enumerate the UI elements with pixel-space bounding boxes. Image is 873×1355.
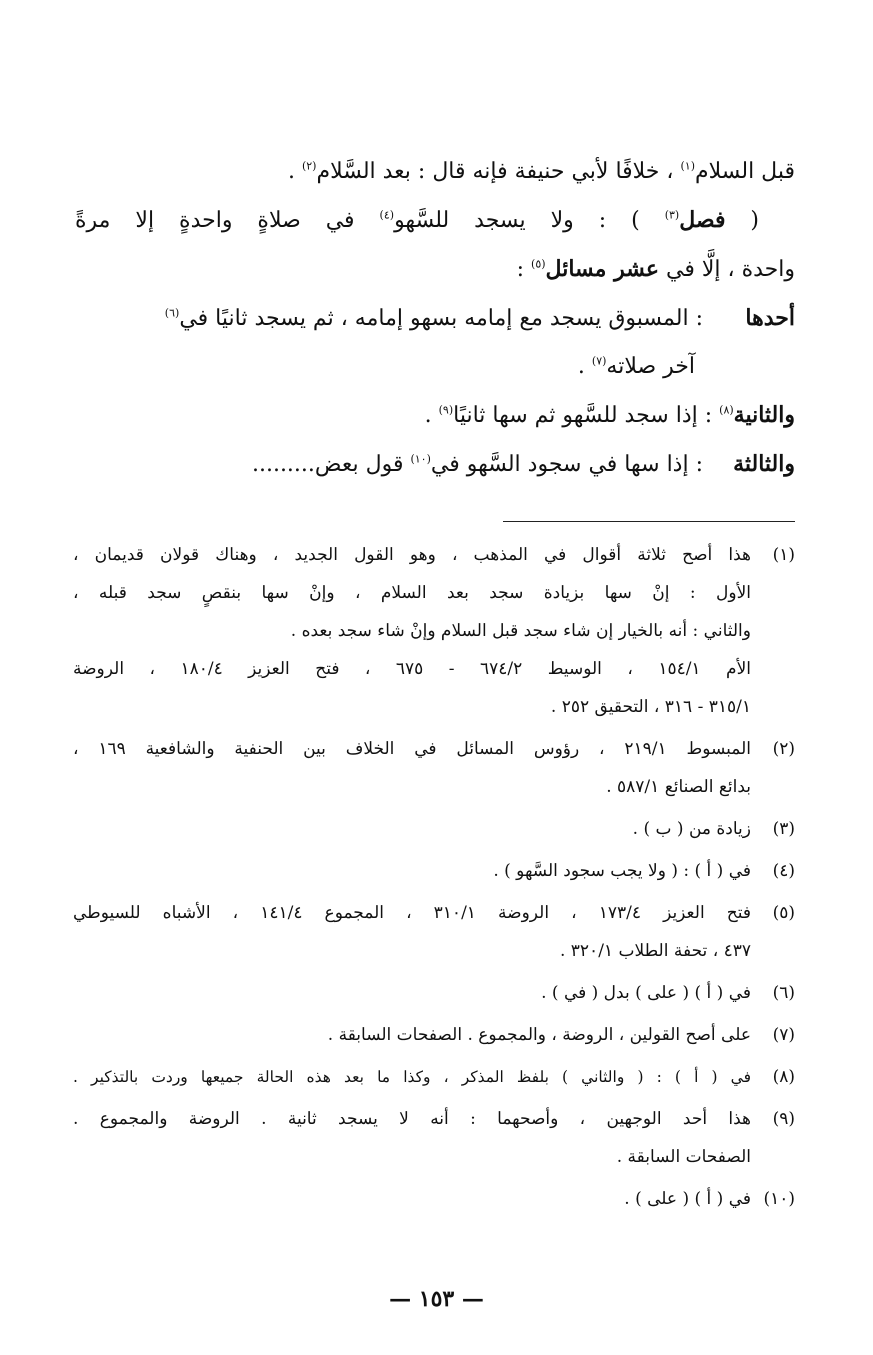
text-segment: . — [577, 354, 592, 379]
footnote-ref[interactable]: (٩) — [438, 403, 454, 417]
text-segment: قبل السلام — [695, 159, 795, 184]
footnote-body — [73, 1180, 751, 1218]
footnote-line: الأول : إنْ سها بزيادة سجد بعد السلام ، وإنْ سها بنقصٍ سجد قبله ، — [73, 583, 751, 603]
footnote — [73, 852, 795, 890]
text-segment: : — [516, 257, 532, 282]
footnote-body — [73, 730, 751, 806]
footnote-line: فتح العزيز ١٧٣/٤ ، الروضة ٣١٠/١ ، المجموع ١٤١/٤ ، الأشباه للسيوطي — [73, 903, 751, 923]
footnote-separator — [503, 521, 795, 522]
footnote-body — [73, 1100, 751, 1176]
footnote-number: (٥) — [772, 903, 795, 923]
footnote-body — [73, 852, 751, 890]
footnote-line: والثاني : أنه بالخيار إن شاء سجد قبل السلام وإنْ شاء سجد بعده . — [290, 621, 751, 641]
page-number: — ١٥٣ — — [389, 1286, 484, 1312]
footnote — [73, 1016, 795, 1054]
footnote-line: المبسوط ٢١٩/١ ، رؤوس المسائل في الخلاف بين الحنفية والشافعية ١٦٩ ، — [73, 739, 752, 759]
footnote-number: (٢) — [772, 739, 795, 759]
text-segment: . — [287, 159, 302, 184]
footnote-body — [73, 894, 751, 970]
text-segment: : إذا سجد للسَّهو ثم سها ثانيًا — [453, 403, 720, 428]
text-segment: ) : ولا يسجد للسَّهو — [394, 208, 665, 233]
footnote — [73, 1100, 795, 1176]
text-segment: ، خلافًا لأبي حنيفة فإنه قال : بعد السَّلام — [316, 159, 681, 184]
text-line-1 — [75, 148, 795, 196]
text-segment: : المسبوق يسجد مع إمامه بسهو إمامه ، ثم يسجد ثانيًا في — [179, 306, 703, 331]
footnote-line: ٤٣٧ ، تحفة الطلاب ٣٢٠/١ . — [559, 941, 751, 961]
footnote — [73, 974, 795, 1012]
text-line-5 — [75, 343, 795, 391]
footnote-number: (٩) — [772, 1109, 795, 1129]
footnote-line: الأم ١٥٤/١ ، الوسيط ٦٧٤/٢ - ٦٧٥ ، فتح العزيز ١٨٠/٤ ، الروضة — [73, 659, 751, 679]
footnote-line: بدائع الصنائع ٥٨٧/١ . — [606, 777, 751, 797]
main-text — [75, 148, 795, 489]
footnote-body — [73, 536, 751, 726]
footnote-ref[interactable]: (٦) — [164, 306, 180, 320]
footnote-body — [73, 1058, 751, 1096]
footnote — [73, 730, 795, 806]
item-label: والثالثة — [733, 451, 795, 477]
section-heading: فصل — [679, 207, 726, 233]
footnote-line: هذا أصح ثلاثة أقوال في المذهب ، وهو القول الجديد ، وهناك قولان قديمان ، — [73, 545, 751, 565]
footnotes — [73, 536, 795, 1222]
text-segment: : إذا سها في سجود السَّهو في — [430, 452, 703, 477]
footnote-number: (١٠) — [763, 1189, 795, 1209]
item-label: أحدها — [745, 305, 795, 331]
footnote — [73, 536, 795, 726]
footnote-line: زيادة من ( ب ) . — [632, 819, 751, 839]
footnote-number: (٤) — [772, 861, 795, 881]
footnote — [73, 894, 795, 970]
footnote-line: في ( أ ) ( على ) . — [624, 1189, 751, 1209]
text-segment: . — [424, 403, 439, 428]
footnote-ref[interactable]: (٨) — [719, 403, 734, 417]
text-segment: آخر صلاته — [606, 354, 695, 379]
footnote-ref[interactable]: (١) — [680, 159, 695, 173]
text-line-7 — [75, 440, 795, 489]
footnote-ref[interactable]: (٣) — [664, 208, 680, 222]
text-segment: واحدة ، إلَّا في — [659, 257, 795, 282]
footnote — [73, 810, 795, 848]
footnote-number: (٣) — [772, 819, 795, 839]
footnote-ref[interactable]: (٢) — [301, 159, 317, 173]
item-label: والثانية — [733, 402, 795, 428]
text-line-6 — [75, 391, 795, 440]
footnote — [73, 1180, 795, 1218]
footnote-line: في ( أ ) ( على ) بدل ( في ) . — [541, 983, 751, 1003]
footnote-line: على أصح القولين ، الروضة ، والمجموع . الصفحات السابقة . — [327, 1025, 751, 1045]
footnote-body — [73, 974, 751, 1012]
footnote-body — [73, 1016, 751, 1054]
footnote-body — [73, 810, 751, 848]
bold-phrase: عشر مسائل — [545, 256, 659, 282]
footnote-line: ٣١٥/١ - ٣١٦ ، التحقيق ٢٥٢ . — [550, 697, 751, 717]
text-line-2 — [75, 196, 795, 245]
footnote — [73, 1058, 795, 1096]
text-segment: قول بعض......... — [251, 452, 411, 477]
text-segment: في صلاةٍ واحدةٍ إلا مرةً — [75, 208, 380, 233]
text-line-4 — [75, 294, 795, 343]
footnote-number: (٧) — [772, 1025, 795, 1045]
text-segment: ( — [725, 208, 760, 233]
footnote-number: (٨) — [772, 1067, 795, 1087]
footnote-line: في ( أ ) : ( ولا يجب سجود السَّهو ) . — [493, 861, 751, 881]
footnote-ref[interactable]: (٧) — [591, 354, 607, 368]
footnote-line: الصفحات السابقة . — [616, 1147, 751, 1167]
footnote-line: في ( أ ) : ( والثاني ) بلفظ المذكر ، وكذا ما بعد هذه الحالة جميعها وردت بالتذكير . — [73, 1068, 751, 1086]
text-line-3 — [75, 245, 795, 294]
footnote-ref[interactable]: (١٠) — [410, 452, 431, 466]
footnote-number: (٦) — [772, 983, 795, 1003]
footnote-number: (١) — [772, 545, 795, 565]
footnote-ref[interactable]: (٤) — [379, 208, 395, 222]
footnote-ref[interactable]: (٥) — [531, 257, 546, 271]
footnote-line: هذا أحد الوجهين ، وأصحهما : أنه لا يسجد ثانية . الروضة والمجموع . — [73, 1109, 751, 1129]
